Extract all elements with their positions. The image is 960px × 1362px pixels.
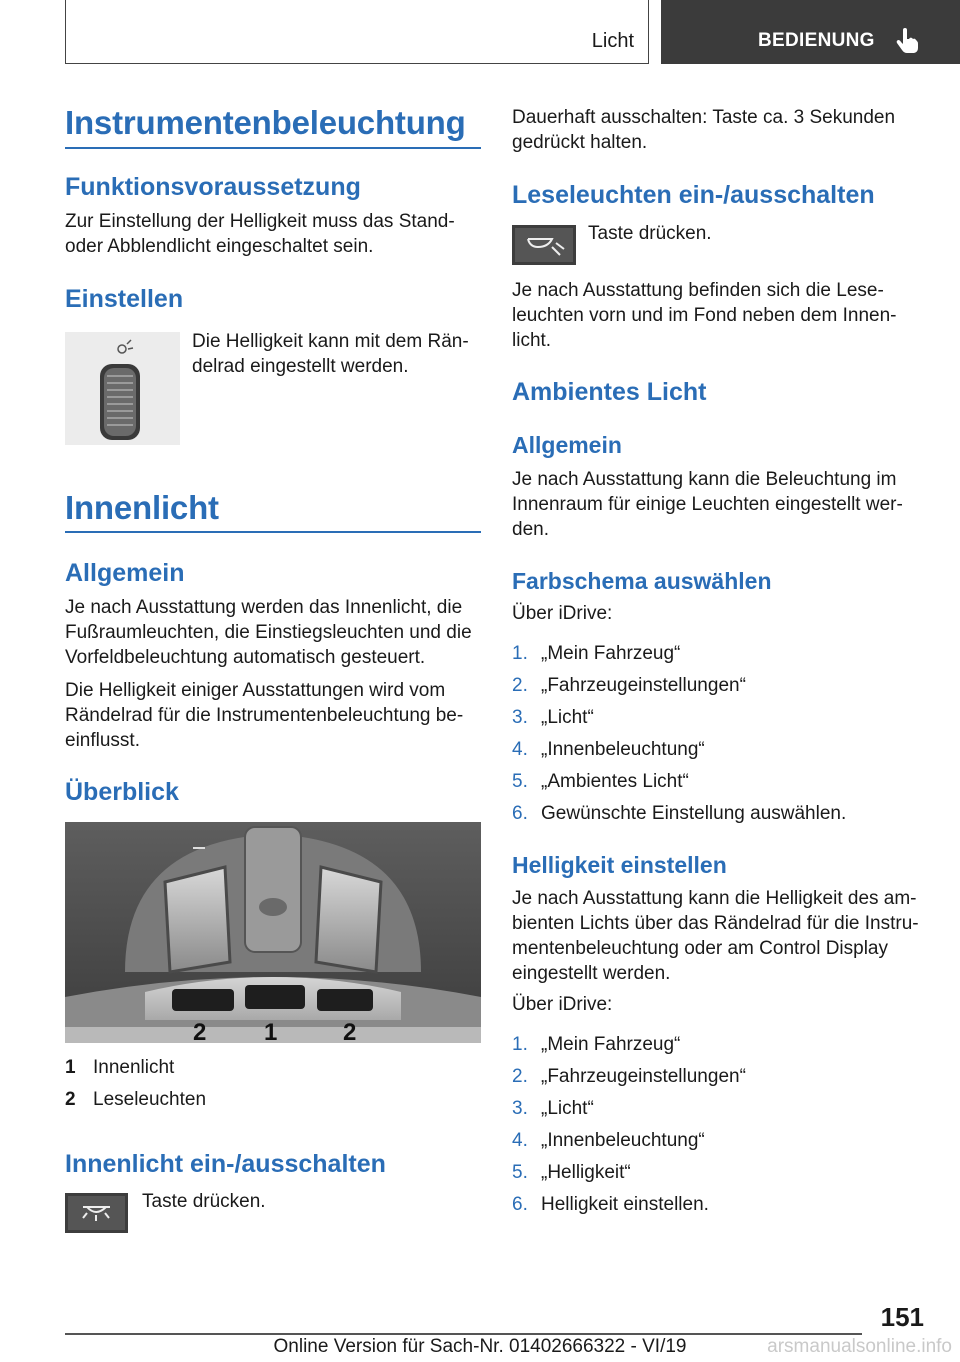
- reading-lights-description: Je nach Ausstattung befinden sich die Lese- leuchten vorn und im Fond neben dem Innen- licht.: [512, 280, 897, 351]
- step-number: 6.: [512, 1194, 528, 1215]
- footer-online-version: Online Version für Sach-Nr. 01402666322 - VI/19: [273, 1336, 687, 1357]
- general-text-left-2: Die Helligkeit einiger Ausstattungen wird vom Rändelrad für die Instrumentenbeleuchtung be- einflusst.: [65, 680, 464, 751]
- brightness-step-1: „Mein Fahrzeug“: [541, 1034, 681, 1055]
- ambient-light-heading: Ambientes Licht: [512, 378, 707, 406]
- step-number: 5.: [512, 771, 528, 792]
- step-number: 2.: [512, 1066, 528, 1087]
- step-number: 6.: [512, 803, 528, 824]
- header-chapter-label: BEDIENUNG: [758, 30, 875, 51]
- prerequisite-heading: Funktionsvoraussetzung: [65, 173, 361, 201]
- step-number: 3.: [512, 707, 528, 728]
- watermark: arsmanualsonline.info: [767, 1336, 952, 1357]
- overview-heading: Überblick: [65, 778, 179, 806]
- brightness-step-4: „Innenbeleuchtung“: [541, 1130, 705, 1151]
- brightness-step-6: Helligkeit einstellen.: [541, 1194, 709, 1215]
- adjust-text: Die Helligkeit kann mit dem Rän- delrad eingestellt werden.: [192, 331, 469, 377]
- legend-number-1: 1: [65, 1057, 76, 1078]
- legend-number-2: 2: [65, 1089, 76, 1110]
- ambient-general-text: Je nach Ausstattung kann die Beleuchtung im Innenraum für einige Leuchten eingestellt wer- den.: [512, 469, 903, 540]
- step-number: 5.: [512, 1162, 528, 1183]
- brightness-step-2: „Fahrzeugeinstellungen“: [541, 1066, 746, 1087]
- color-scheme-heading: Farbschema auswählen: [512, 568, 772, 594]
- step-number: 1.: [512, 643, 528, 664]
- color-step-2: „Fahrzeugeinstellungen“: [541, 675, 746, 696]
- legend-label-1: Innenlicht: [93, 1057, 175, 1078]
- general-heading-right: Allgemein: [512, 432, 622, 458]
- legend-label-2: Leseleuchten: [93, 1089, 207, 1110]
- brightness-text: Je nach Ausstattung kann die Helligkeit des am- bienten Lichts über das Rändelrad für die Instru- mentenbeleuchtung oder am Control Display eingestellt werden.: [512, 888, 919, 984]
- prerequisite-text: Zur Einstellung der Helligkeit muss das Stand- oder Abblendlicht eingeschaltet sein.: [65, 211, 455, 257]
- color-step-5: „Ambientes Licht“: [541, 771, 689, 792]
- color-step-3: „Licht“: [541, 707, 594, 728]
- step-number: 1.: [512, 1034, 528, 1055]
- step-number: 4.: [512, 739, 528, 760]
- color-step-6: Gewünschte Einstellung auswählen.: [541, 803, 847, 824]
- general-heading-left: Allgemein: [65, 559, 185, 587]
- heading-rule-2: [65, 531, 481, 533]
- photo-label-left-2: 2: [193, 1019, 207, 1043]
- photo-label-1: 1: [264, 1019, 278, 1043]
- brightness-step-5: „Helligkeit“: [541, 1162, 631, 1183]
- step-number: 4.: [512, 1130, 528, 1151]
- header-section-label: Licht: [591, 30, 634, 52]
- reading-lights-heading: Leseleuchten ein-/ausschalten: [512, 181, 875, 209]
- permanent-off-text: Dauerhaft ausschalten: Taste ca. 3 Sekunden gedrückt halten.: [512, 107, 896, 153]
- interior-light-button-icon: [65, 1193, 128, 1233]
- brightness-step-3: „Licht“: [541, 1098, 594, 1119]
- general-text-left-1: Je nach Ausstattung werden das Innenlicht, die Fußraumleuchten, die Einstiegsleuchten und die Vorfeldbeleuchtung automatisch gesteuert.: [65, 597, 472, 668]
- photo-label-right-2: 2: [343, 1019, 357, 1043]
- step-number: 2.: [512, 675, 528, 696]
- adjust-heading: Einstellen: [65, 285, 184, 313]
- step-number: 3.: [512, 1098, 528, 1119]
- interior-switch-text: Taste drücken.: [142, 1191, 266, 1212]
- roof-console-photo: [65, 822, 481, 1043]
- brightness-intro: Über iDrive:: [512, 994, 613, 1015]
- reading-light-button-icon: [512, 225, 576, 265]
- hand-pointer-icon: [895, 28, 919, 54]
- header-section-tab: [65, 0, 649, 64]
- brightness-heading: Helligkeit einstellen: [512, 852, 727, 878]
- footer-rule: [65, 1333, 862, 1335]
- interior-switch-heading: Innenlicht ein-/ausschalten: [65, 1150, 386, 1178]
- color-step-1: „Mein Fahrzeug“: [541, 643, 681, 664]
- thumbwheel-image: [65, 332, 180, 445]
- instrument-lighting-heading: Instrumentenbeleuchtung: [65, 104, 466, 141]
- heading-rule: [65, 147, 481, 149]
- color-step-4: „Innenbeleuchtung“: [541, 739, 705, 760]
- reading-lights-text: Taste drücken.: [588, 223, 712, 244]
- page-number: 151: [880, 1302, 924, 1332]
- interior-light-heading: Innenlicht: [65, 489, 219, 526]
- color-scheme-intro: Über iDrive:: [512, 603, 613, 624]
